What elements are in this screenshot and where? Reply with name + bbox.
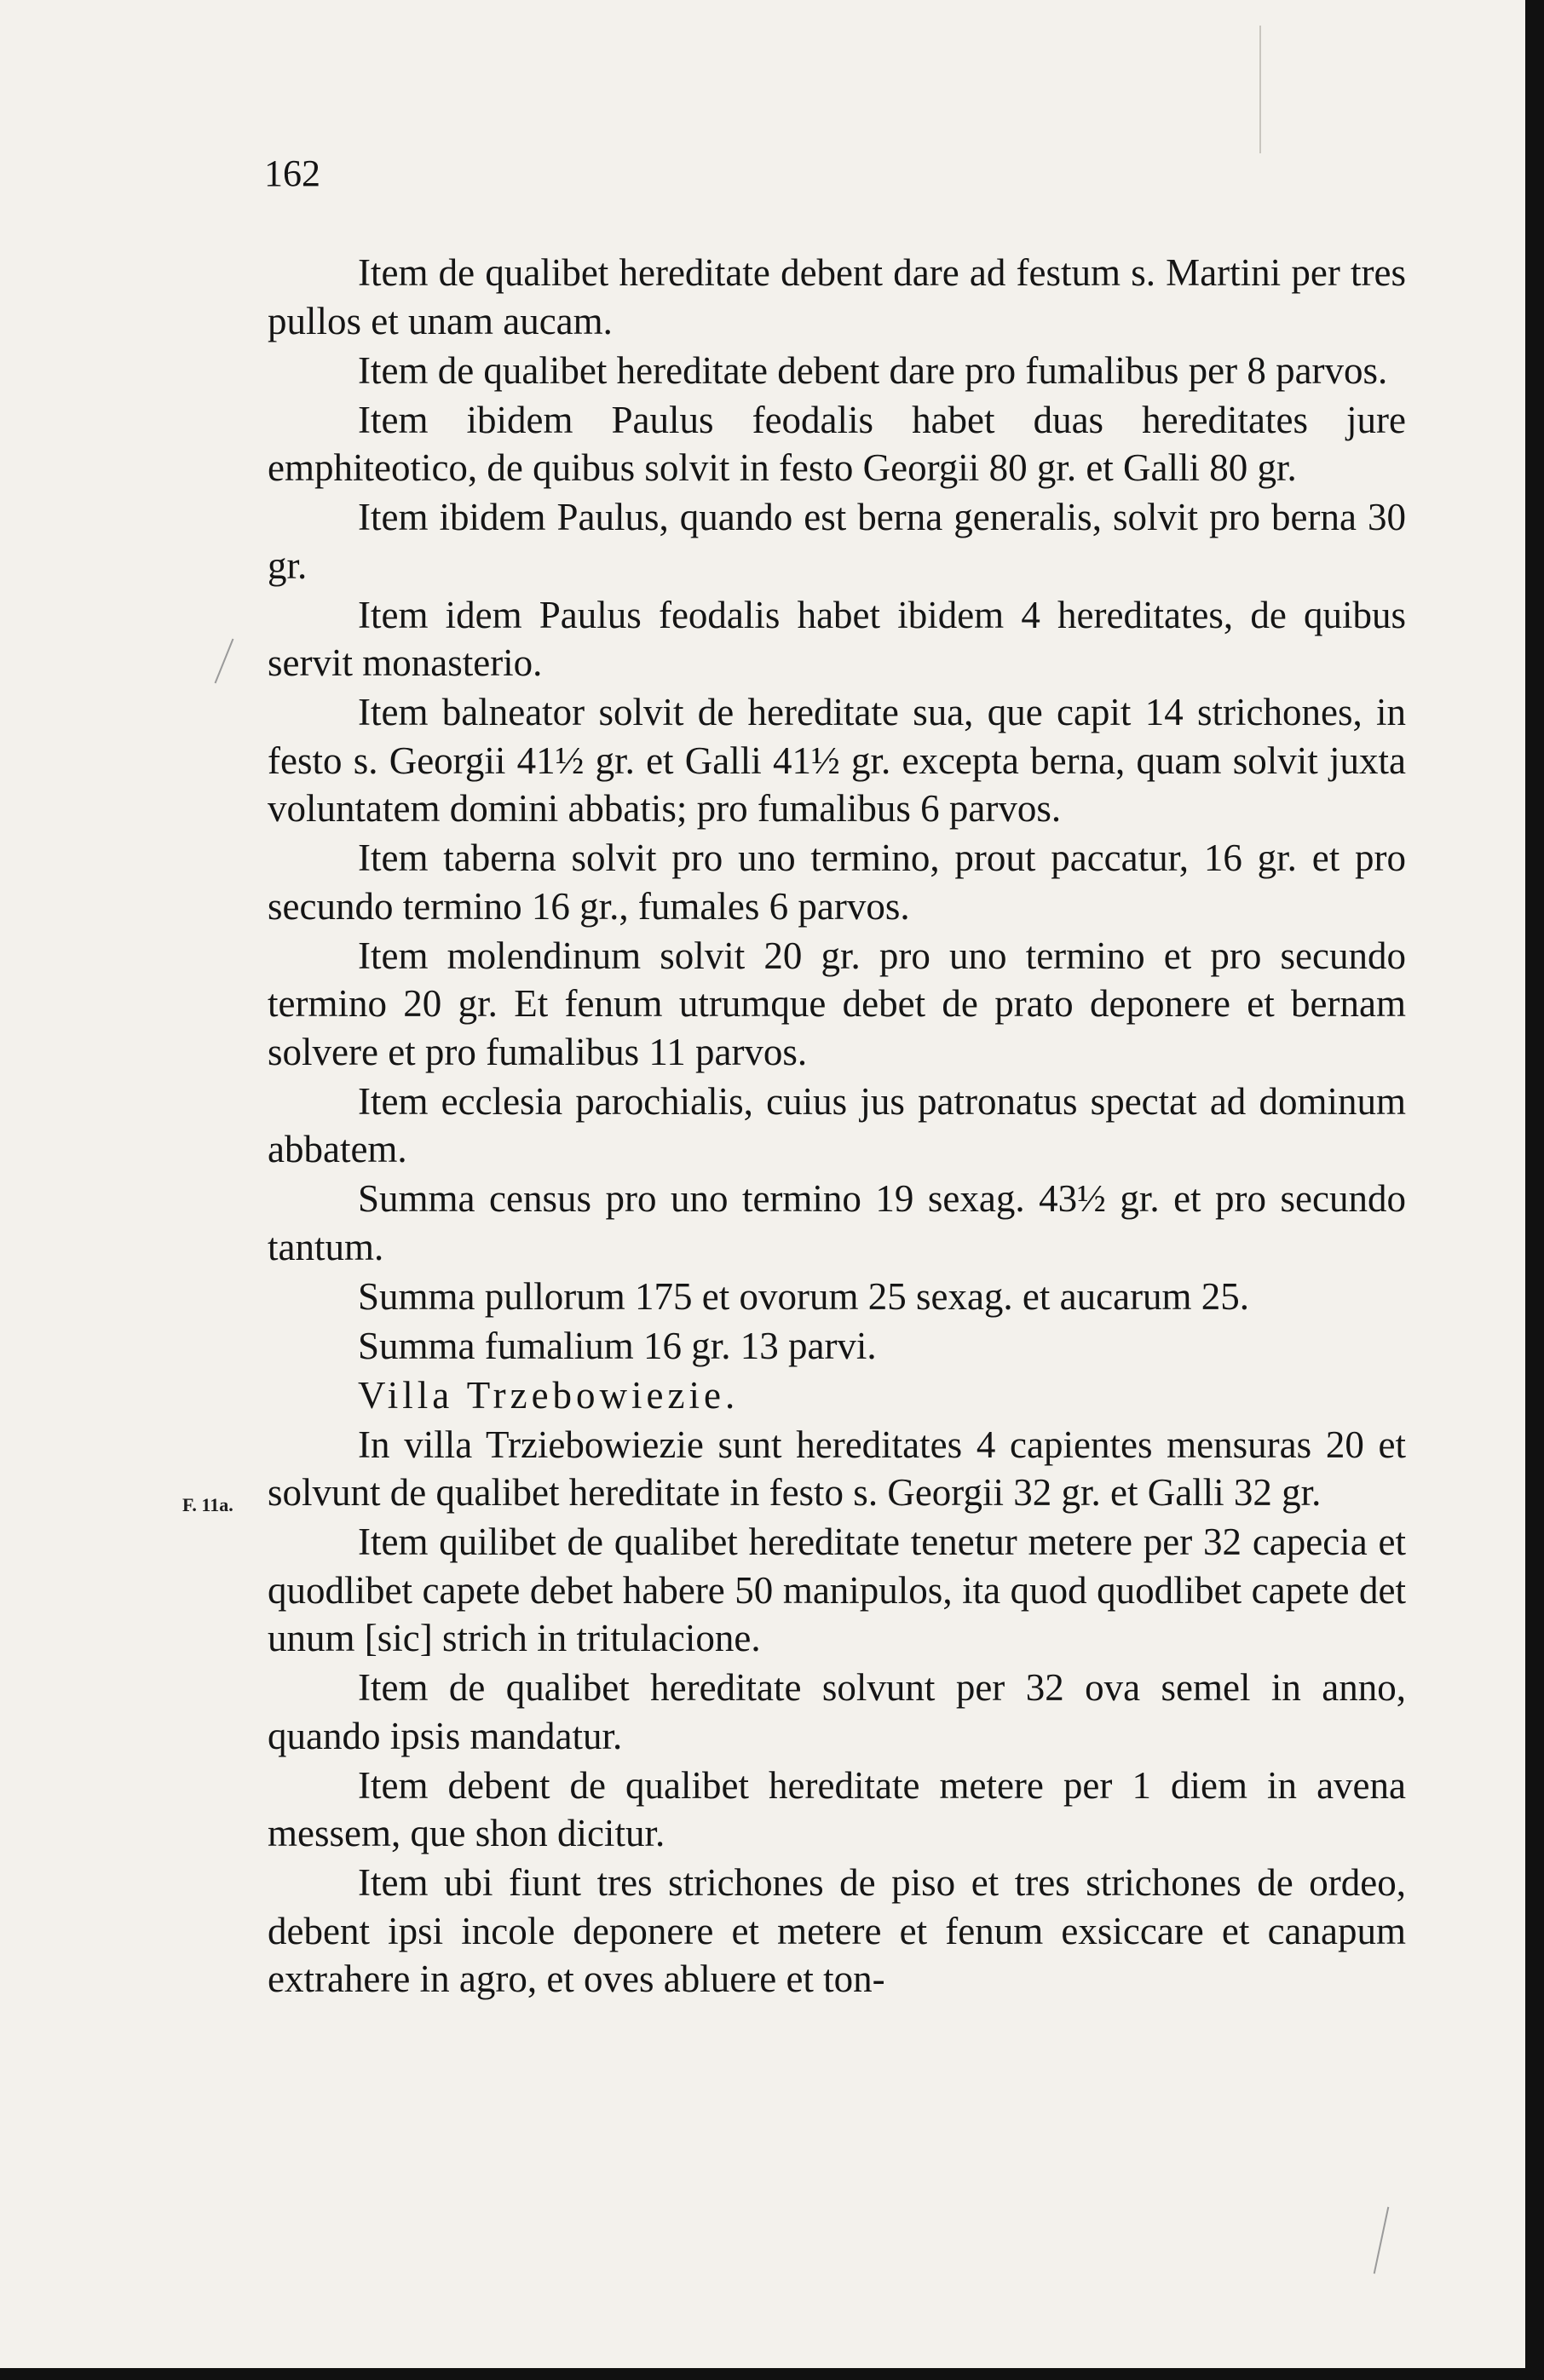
paragraph: Item debent de qualibet hereditate metere per 1 diem in avena messem, que shon dicitur. [268, 1763, 1406, 1854]
paragraph: Item molendinum solvit 20 gr. pro uno termino et pro secundo termino 20 gr. Et fenum utrumque debet de prato deponere et bernam solvere et pro fumalibus 11 parvos. [268, 934, 1406, 1073]
page-number: 162 [264, 152, 320, 194]
paragraph: Item ibidem Paulus, quando est berna generalis, solvit pro berna 30 gr. [268, 496, 1406, 587]
scan-edge-right [1525, 0, 1544, 2380]
scan-edge-bottom [0, 2368, 1544, 2380]
paragraph: Item de qualibet hereditate solvunt per 32 ova semel in anno, quando ipsis mandatur. [268, 1666, 1406, 1757]
main-text [268, 249, 1406, 2004]
paragraph: Summa census pro uno termino 19 sexag. 43½ gr. et pro secundo tantum. [268, 1177, 1406, 1268]
paragraph: Item de qualibet hereditate debent dare pro fumalibus per 8 parvos. [358, 348, 1388, 392]
paragraph: Item ubi fiunt tres strichones de piso et tres strichones de ordeo, debent ipsi incole deponere et metere et fenum exsiccare et canapum extrahere in agro, et oves abluere et ton- [268, 1861, 1406, 2000]
pencil-mark-left [215, 639, 234, 684]
paragraph: In villa Trziebowiezie sunt hereditates 4 capientes mensuras 20 et solvunt de qualibet hereditate in festo s. Georgii 32 gr. et Galli 32 gr. [268, 1423, 1406, 1514]
paragraph: Item ecclesia parochialis, cuius jus patronatus spectat ad dominum abbatem. [268, 1079, 1406, 1170]
pencil-mark-bottom-right [1374, 2207, 1390, 2274]
pencil-mark-top-right [1259, 26, 1261, 153]
folio-margin-note: F. 11a. [182, 1494, 233, 1515]
paragraph: Item ibidem Paulus feodalis habet duas hereditates jure emphiteotico, de quibus solvit in festo Georgii 80 gr. et Galli 80 gr. [268, 398, 1406, 489]
paragraph: Item de qualibet hereditate debent dare ad festum s. Martini per tres pullos et unam aucam. [268, 251, 1406, 342]
paragraph: Item quilibet de qualibet hereditate tenetur metere per 32 capecia et quodlibet capete debet habere 50 manipulos, ita quod quodlibet capete det unum [sic] strich in tritulacione. [268, 1521, 1406, 1659]
section-heading: Villa Trzebowiezie. [358, 1373, 740, 1417]
paragraph: Item balneator solvit de hereditate sua, que capit 14 strichones, in festo s. Georgii 41½ gr. et Galli 41½ gr. excepta berna, quam solvit juxta voluntatem domini abbatis; pro fumalibus 6 parvos. [268, 691, 1406, 830]
paragraph: Summa pullorum 175 et ovorum 25 sexag. et aucarum 25. [358, 1274, 1250, 1318]
paragraph: Item taberna solvit pro uno termino, prout paccatur, 16 gr. et pro secundo termino 16 gr., fumales 6 parvos. [268, 836, 1406, 928]
paragraph: Item idem Paulus feodalis habet ibidem 4 hereditates, de quibus servit monasterio. [268, 593, 1406, 684]
paragraph: Summa fumalium 16 gr. 13 parvi. [358, 1324, 877, 1367]
